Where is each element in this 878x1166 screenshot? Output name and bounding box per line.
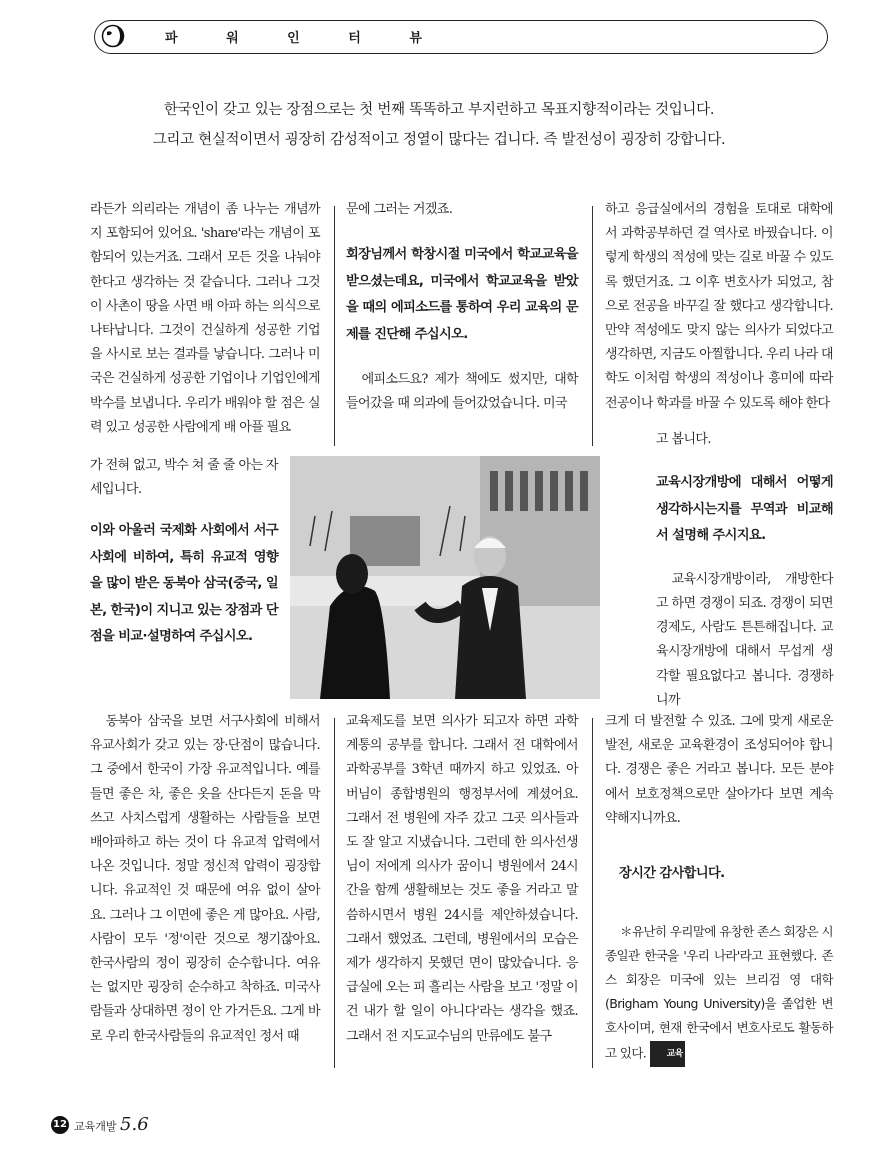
paragraph: 동북아 삼국을 보면 서구사회에 비해서 유교사회가 갖고 있는 장·단점이 많습니다. 그 중에서 한국이 가장 유교적입니다. 예를 들면 좋은 차, 좋은 옷을 산다든지 돈을 막 쓰고 사치스럽게 생활하는 사람들을 보면 배아파하고 하는 것이 다 유교적 압력에서 나온 것입니다. 정말 정신적 압력이 굉장합니다. 유교적인 것 때문에 여유 없이 살아요. 그러나 그 이면에 좋은 게 많아요. 사람, 사람이 모두 '정'이란 것으로 챙기잖아요. 한국사람의 정이 굉장히 순수합니다. 여유는 없지만 굉장히 순수하고 착하죠. 미국사람들과 상대하면 정이 안 가거든요. 그게 바로 우리 한국사람들의 유교적인 정서 때 [90, 714, 320, 1044]
column-1-bottom [90, 710, 320, 1049]
page-number: 12 [51, 1116, 69, 1134]
paragraph: 문에 그러는 거겠죠. [346, 202, 453, 217]
question: 회장님께서 학창시절 미국에서 학교교육을 받으셨는데요, 미국에서 학교교육을 받았을 때의 에피소드를 통하여 우리 교육의 문제를 진단해 주십시오. [346, 247, 578, 342]
column-2-bottom [346, 710, 578, 1049]
column-2-top [346, 198, 578, 417]
magazine-title: 교육개발 [74, 1120, 117, 1133]
column-1-top [90, 198, 320, 440]
column-divider [334, 206, 335, 446]
issue-number: 5.6 [120, 1114, 149, 1135]
paragraph: 에피소드요? 제가 책에도 썼지만, 대학 들어갔을 때 의과에 들어갔었습니다. 미국 [346, 372, 578, 412]
photo-illustration [290, 456, 600, 699]
question: 이와 아울러 국제화 사회에서 서구사회에 비하여, 특히 유교적 영향을 많이 받은 동북아 삼국(중국, 일본, 한국)이 지니고 있는 장점과 단점을 비교·설명하여 주십시오. [90, 523, 278, 645]
note-text: ＊유난히 우리말에 유창한 존스 회장은 시종일관 한국을 '우리 나라'라고 표현했다. 존스 회장은 미국에 있는 브리검 영 대학(Brigham Young University)을 졸업한 변호사이며, 현재 한국에서 변호사로도 활동하고 있다. [605, 923, 833, 1061]
column-1-narrow [90, 454, 278, 651]
column-divider [334, 718, 335, 1068]
column-3-bottom [605, 710, 833, 1067]
section-header [94, 20, 828, 54]
closing-remark: 장시간 감사합니다. [619, 866, 725, 882]
column-divider [592, 206, 593, 446]
editor-note [605, 920, 833, 1067]
lead-line-2: 그리고 현실적이면서 굉장히 감성적이고 정열이 많다는 겁니다. 즉 발전성이 굉장히 강합니다. [152, 132, 726, 148]
magazine-badge: 교육 [650, 1041, 685, 1067]
magazine-name [74, 1114, 149, 1135]
column-divider [592, 718, 593, 1068]
lead-line-1: 한국인이 갖고 있는 장점으로는 첫 번째 똑똑하고 부지런하고 목표지향적이라는 것입니다. [163, 102, 715, 118]
section-title: 파 워 인 터 뷰 [165, 31, 444, 46]
paragraph: 크게 더 발전할 수 있죠. 그에 맞게 새로운 발전, 새로운 교육환경이 조성되어야 합니다. 경쟁은 좋은 거라고 봅니다. 모든 분야에서 보호정책으로만 살아가다 보면 계속 약해지니까요. [605, 714, 833, 826]
paragraph: 교육제도를 보면 의사가 되고자 하면 과학계통의 공부를 합니다. 그래서 전 대학에서 과학공부를 3학년 때까지 하고 있었죠. 아버님이 종합병원의 행정부서에 계셨어요. 그래서 전 병원에 자주 갔고 그곳 의사들과도 잘 알고 지냈습니다. 그런데 한 의사선생님이 저에게 의사가 꿈이니 병원에서 24시간을 함께 생활해보는 것도 좋을 거라고 말씀하시면서 병원 24시를 제안하셨습니다. 그래서 했었죠. 그런데, 병원에서의 모습은 제가 생각하지 못했던 면이 많았습니다. 응급실에 오는 피 흘리는 사람을 보고 '정말 이건 내가 할 일이 아니다'라는 생각을 했죠. 그래서 전 지도교수님의 만류에도 불구 [346, 714, 578, 1044]
paragraph: 교육시장개방이라, 개방한다고 하면 경쟁이 되죠. 경쟁이 되면 경제도, 사람도 튼튼해집니다. 교육시장개방에 대해서 무섭게 생각할 필요없다고 봅니다. 경쟁하니까 [656, 571, 833, 708]
paragraph: 라든가 의리라는 개념이 좀 나누는 개념까지 포함되어 있어요. 'share'라는 개념이 포함되어 있는거죠. 그래서 모든 것을 나눠야 한다고 생각하는 것 같습니다. 그러나 그것이 사촌이 땅을 사면 배 아파 하는 의식으로 나타납니다. 그것이 건실하게 성공한 기업을 사시로 보는 결과를 낳습니다. 그러나 미국은 건실하게 성공한 기업이나 기업인에게 박수를 보냅니다. 우리가 배워야 할 점은 실력 있고 성공한 사람에게 배 아플 필요 [90, 202, 320, 435]
paragraph: 고 봅니다. [656, 432, 711, 447]
column-3-top [605, 198, 833, 416]
paragraph: 하고 응급실에서의 경험을 토대로 대학에서 과학공부하던 걸 역사로 바꿨습니다. 이렇게 학생의 적성에 맞는 길로 바꿀 수 있도록 했던거죠. 그 이후 변호사가 되었고, 참으로 전공을 바꾸길 잘 했다고 생각합니다. 만약 적성에도 맞지 않는 의사가 되었다고 생각하면, 지금도 아찔합니다. 우리 나라 대학도 이처럼 학생의 적성이나 흥미에 따라 전공이나 학과를 바꿀 수 있도록 해야 한다 [605, 202, 834, 411]
interview-photo [290, 456, 600, 699]
paragraph: 가 전혀 없고, 박수 쳐 줄 줄 아는 자세입니다. [90, 458, 278, 498]
globe-icon [101, 24, 125, 48]
column-3-narrow [656, 428, 833, 713]
question: 교육시장개방에 대해서 어떻게 생각하시는지를 무역과 비교해서 설명해 주시지요. [656, 475, 833, 544]
